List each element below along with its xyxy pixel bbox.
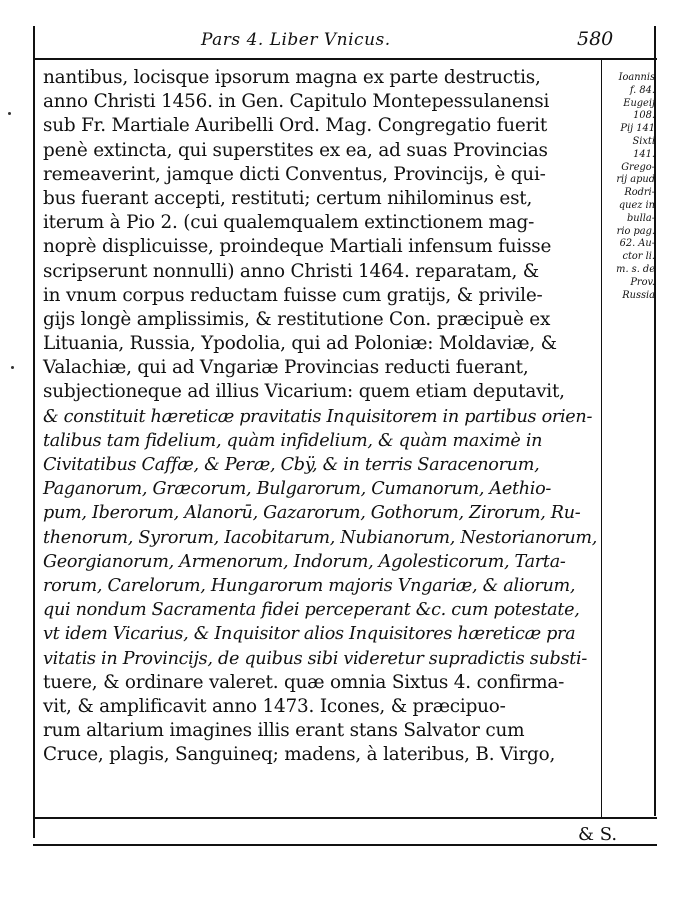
text-line-italic: vitatis in Provincijs, de quibus sibi videretur supradictis substi-: [43, 648, 587, 669]
text-line-italic: thenorum, Syrorum, Iacobitarum, Nubianorum, Nestorianorum,: [43, 527, 598, 548]
text-line-italic: Georgianorum, Armenorum, Indorum, Agolesticorum, Tarta-: [43, 551, 566, 572]
text-line: iterum à Pio 2. (cui qualemqualem extinctionem mag-: [43, 212, 535, 234]
footer-rule: [33, 844, 657, 846]
margin-note-line: 141.: [633, 148, 655, 160]
text-line: vit, & amplificavit anno 1473. Icones, & præcipuo-: [43, 695, 506, 717]
scan-speck: [8, 112, 11, 115]
text-line-italic: vt idem Vicarius, & Inquisitor alios Inquisitores hæreticæ pra: [43, 624, 576, 645]
text-line-italic: & constituit hæreticæ pravitatis Inquisitorem in partibus orien-: [43, 406, 593, 427]
text-line: penè extincta, qui superstites ex ea, ad suas Provincias: [43, 139, 548, 161]
margin-note-line: Eugeij: [623, 97, 655, 109]
text-line: noprè displicuisse, proindeque Martiali infensum fuisse: [43, 236, 552, 258]
margin-note-line: Sixti: [632, 135, 655, 147]
margin-note-line: m. s. de: [616, 263, 655, 275]
text-line: sub Fr. Martiale Auribelli Ord. Mag. Congregatio fuerit: [43, 115, 548, 137]
margin-note-line: rio pag.: [616, 225, 655, 237]
text-line: nantibus, locisque ipsorum magna ex parte destructis,: [43, 67, 541, 88]
margin-note-line: rij apud: [616, 174, 655, 186]
page-number: 580: [577, 28, 614, 50]
margin-note-line: ctor li.: [622, 251, 655, 263]
margin-note-line: Ioannis: [618, 72, 655, 83]
text-line-italic: Paganorum, Græcorum, Bulgarorum, Cumanorum, Aethio-: [43, 479, 552, 500]
page-frame: [33, 26, 657, 846]
margin-divider: [601, 58, 602, 818]
text-line: Valachiæ, qui ad Vngariæ Provincias reducti fuerant,: [43, 357, 529, 379]
left-border: [33, 26, 35, 838]
text-line: bus fuerant accepti, restituti; certum nihilominus est,: [43, 187, 533, 209]
text-line-italic: qui nondum Sacramenta fidei perceperant &c. cum potestate,: [43, 600, 580, 621]
text-line-italic: talibus tam fidelium, quàm infidelium, & quàm maximè in: [43, 430, 543, 451]
catchword: & S.: [578, 824, 618, 845]
margin-note: [609, 72, 655, 302]
text-line: rum altarium imagines illis erant stans Salvator cum: [43, 720, 525, 742]
margin-note-line: 108.: [633, 110, 655, 122]
text-line: remeaverint, jamque dicti Conventus, Provincijs, è qui-: [43, 163, 546, 185]
text-line: tuere, & ordinare valeret. quæ omnia Sixtus 4. confirma-: [43, 671, 565, 693]
text-line-italic: pum, Iberorum, Alanorū, Gazarorum, Gothorum, Zirorum, Ru-: [43, 503, 581, 524]
margin-note-line: Russia: [622, 289, 655, 301]
text-line: scripserunt nonnulli) anno Christi 1464. reparatam, &: [43, 260, 539, 282]
header-rule: [33, 58, 657, 60]
text-line: in vnum corpus reductam fuisse cum gratijs, & privile-: [43, 284, 543, 306]
page-header: [33, 26, 657, 58]
margin-note-line: quez in: [618, 199, 655, 211]
text-line: Lituania, Russia, Ypodolia, qui ad Poloniæ: Moldaviæ, &: [43, 333, 557, 355]
text-line: anno Christi 1456. in Gen. Capitulo Montepessulanensi: [43, 91, 550, 113]
running-title: Pars 4. Liber Vnicus.: [201, 30, 391, 50]
margin-note-line: Grego-: [621, 161, 655, 173]
margin-note-line: 62. Au-: [619, 238, 655, 250]
scan-speck: [11, 366, 14, 369]
main-text-block: [43, 66, 601, 767]
text-line: Cruce, plagis, Sanguineq; madens, à lateribus, B. Virgo,: [43, 744, 556, 766]
text-line: gijs longè amplissimis, & restitutione Con. præcipuè ex: [43, 308, 551, 330]
margin-note-line: Rodri-: [624, 187, 655, 199]
margin-note-line: Pij 141: [620, 123, 655, 135]
margin-note-line: f. 84.: [629, 84, 655, 96]
bottom-rule: [33, 817, 657, 819]
text-line-italic: Civitatibus Caffæ, & Peræ, Cbÿ, & in terris Saracenorum,: [43, 455, 540, 475]
text-line: subjectioneque ad illius Vicarium: quem etiam deputavit,: [43, 381, 565, 403]
text-line-italic: rorum, Carelorum, Hungarorum majoris Vngariæ, & aliorum,: [43, 575, 576, 596]
margin-note-line: bulla-: [627, 212, 655, 224]
margin-note-line: Prov.: [630, 276, 655, 288]
